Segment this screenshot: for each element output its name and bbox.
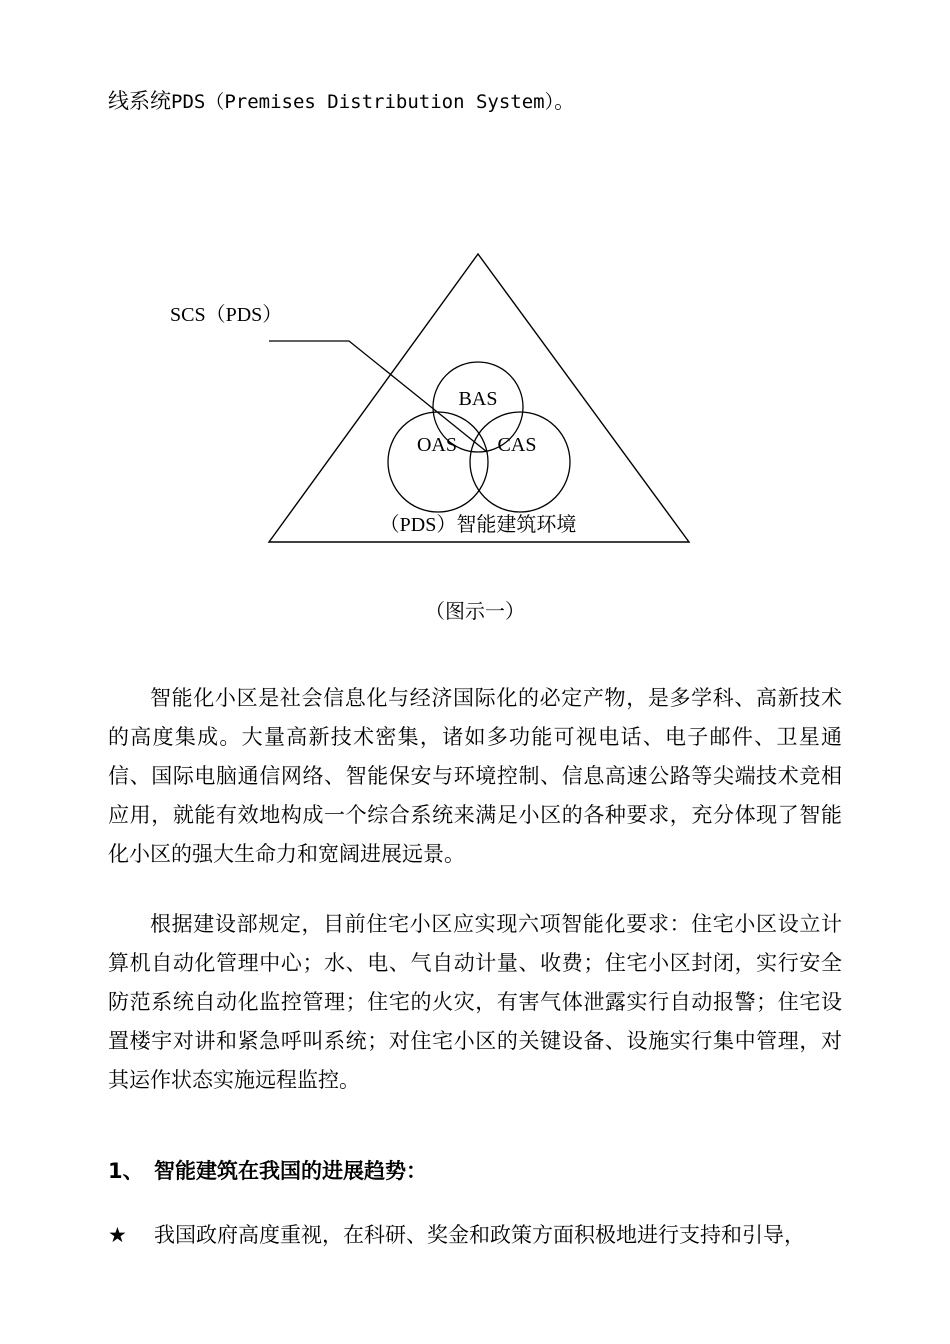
bullet-text: 我国政府高度重视，在科研、奖金和政策方面积极地进行支持和引导， bbox=[154, 1223, 805, 1247]
intro-prefix: 线系统 bbox=[108, 89, 171, 113]
body-paragraph: 根据建设部规定，目前住宅小区应实现六项智能化要求：住宅小区设立计算机自动化管理中心；水、电、气自动计量、收费；住宅小区封闭，实行安全防范系统自动化监控管理；住宅的火灾，有害气体泄露实行自动报警；住宅设置楼宇对讲和紧急呼叫系统；对住宅小区的关键设备、设施实行集中管理，对其运作状态实施远程监控。 bbox=[108, 912, 842, 1092]
scs-label: SCS（PDS） bbox=[170, 304, 283, 326]
cas-label: CAS bbox=[497, 434, 537, 456]
system-diagram bbox=[0, 240, 950, 560]
intro-pds-term: PDS（Premises Distribution System） bbox=[171, 91, 555, 113]
figure-caption: （图示一） bbox=[425, 599, 525, 623]
bullet-item bbox=[108, 1220, 805, 1250]
section-title: 智能建筑在我国的进展趋势： bbox=[154, 1159, 427, 1183]
section-number: 1、 bbox=[108, 1159, 144, 1183]
environment-label: （PDS）智能建筑环境 bbox=[379, 514, 577, 536]
star-bullet-icon: ★ bbox=[108, 1223, 127, 1247]
body-paragraph: 智能化小区是社会信息化与经济国际化的必定产物，是多学科、高新技术的高度集成。大量高新技术密集，诸如多功能可视电话、电子邮件、卫星通信、国际电脑通信网络、智能保安与环境控制、信息高速公路等尖端技术竞相应用，就能有效地构成一个综合系统来满足小区的各种要求，充分体现了智能化小区的强大生命力和宽阔进展远景。 bbox=[108, 686, 842, 866]
cas-circle bbox=[470, 412, 570, 512]
bas-label: BAS bbox=[458, 388, 498, 410]
intro-suffix: 。 bbox=[554, 89, 576, 113]
section-heading bbox=[108, 1156, 427, 1186]
intro-line bbox=[108, 86, 575, 117]
oas-label: OAS bbox=[416, 434, 458, 456]
